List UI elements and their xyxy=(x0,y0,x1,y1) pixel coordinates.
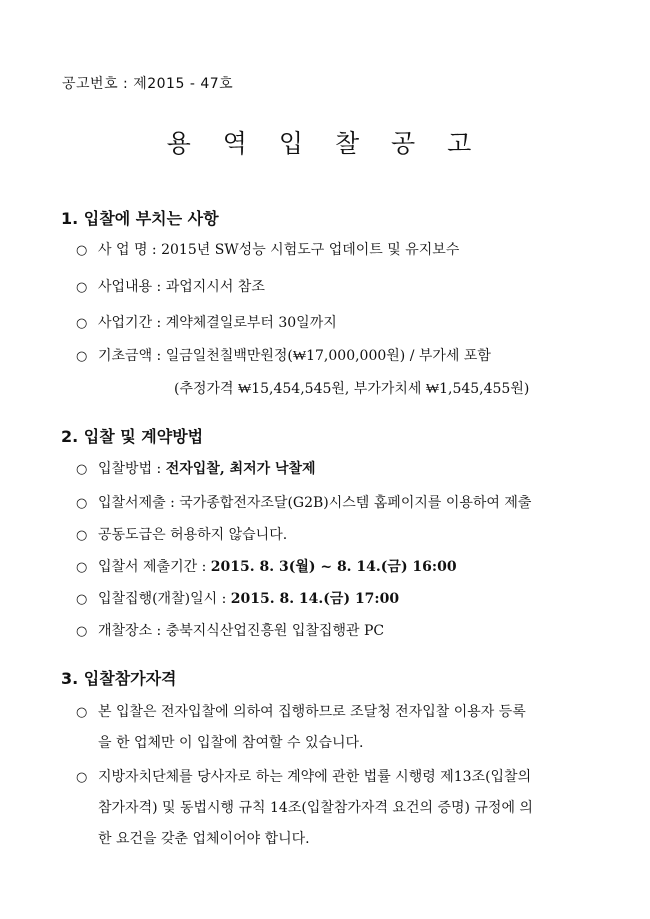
qualification-paragraph-2 xyxy=(76,762,592,855)
item-value: 계약체결일로부터 30일까지 xyxy=(165,315,337,331)
item-label: 입찰서 제출기간 : xyxy=(98,559,211,575)
item-label: 기초금액 : xyxy=(98,348,166,364)
item-value: 국가종합전자조달(G2B)시스템 홈페이지를 이용하여 제출 xyxy=(179,495,532,511)
item-label: 사 업 명 : xyxy=(98,242,162,258)
item-value: 충북지식산업진흥원 입찰집행관 PC xyxy=(165,623,385,639)
paragraph-line: 지방자치단체를 당사자로 하는 계약에 관한 법률 시행령 제13조(입찰의 xyxy=(98,769,532,785)
section-1-heading: 1. 입찰에 부치는 사항 xyxy=(61,209,219,228)
item-value: 2015. 8. 14.(금) 17:00 xyxy=(230,591,400,607)
circle-bullet-icon: ○ xyxy=(76,462,88,477)
section-3-heading: 3. 입찰참가자격 xyxy=(61,669,177,688)
list-item-opening-place xyxy=(76,622,596,641)
list-item-opening-datetime xyxy=(76,590,596,609)
circle-bullet-icon: ○ xyxy=(76,349,88,364)
qualification-paragraph-1 xyxy=(76,697,592,759)
item-label: 개찰장소 : xyxy=(98,623,166,639)
circle-bullet-icon: ○ xyxy=(76,243,88,258)
paragraph-line: 참가자격) 및 동법시행 규칙 14조(입찰참가자격 요건의 증명) 규정에 의 xyxy=(98,800,533,816)
page-title: 용 역 입 찰 공 고 xyxy=(166,129,484,158)
item-label: 입찰서제출 : xyxy=(98,495,180,511)
circle-bullet-icon: ○ xyxy=(76,705,88,720)
item-label: 공동도급은 허용하지 않습니다. xyxy=(98,527,288,543)
item-label: 사업내용 : xyxy=(98,279,166,295)
circle-bullet-icon: ○ xyxy=(76,624,88,639)
circle-bullet-icon: ○ xyxy=(76,592,88,607)
list-item-base-amount xyxy=(76,347,596,366)
item-label: 입찰집행(개찰)일시 : xyxy=(98,591,231,607)
item-value: 2015년 SW성능 시험도구 업데이트 및 유지보수 xyxy=(161,242,460,258)
list-item-project-content xyxy=(76,278,596,297)
item-value: 과업지시서 참조 xyxy=(165,279,265,295)
circle-bullet-icon: ○ xyxy=(76,528,88,543)
item-label: 입찰방법 : xyxy=(98,461,166,477)
paragraph-line: 을 한 업체만 이 입찰에 참여할 수 있습니다. xyxy=(98,735,364,751)
list-item-project-period xyxy=(76,314,596,333)
item-value: 일금일천칠백만원정(₩17,000,000원) / 부가세 포함 xyxy=(165,348,491,364)
circle-bullet-icon: ○ xyxy=(76,316,88,331)
notice-number: 공고번호 : 제2015 - 47호 xyxy=(62,76,234,92)
circle-bullet-icon: ○ xyxy=(76,770,88,785)
item-value: 2015. 8. 3(월) ~ 8. 14.(금) 16:00 xyxy=(210,559,457,575)
list-item-joint-contract xyxy=(76,526,596,545)
estimated-price-note: (추정가격 ₩15,454,545원, 부가가치세 ₩1,545,455원) xyxy=(174,381,530,397)
circle-bullet-icon: ○ xyxy=(76,560,88,575)
item-label: 사업기간 : xyxy=(98,315,166,331)
item-value: 전자입찰, 최저가 낙찰제 xyxy=(165,461,316,477)
list-item-bid-method xyxy=(76,460,596,479)
list-item-project-name xyxy=(76,241,596,260)
circle-bullet-icon: ○ xyxy=(76,280,88,295)
list-item-bid-submission xyxy=(76,494,596,513)
paragraph-line: 본 입찰은 전자입찰에 의하여 집행하므로 조달청 전자입찰 이용자 등록 xyxy=(98,704,526,720)
section-2-heading: 2. 입찰 및 계약방법 xyxy=(61,427,204,446)
list-item-submission-period xyxy=(76,558,596,577)
circle-bullet-icon: ○ xyxy=(76,496,88,511)
paragraph-line: 한 요건을 갖춘 업체이어야 합니다. xyxy=(98,831,310,847)
